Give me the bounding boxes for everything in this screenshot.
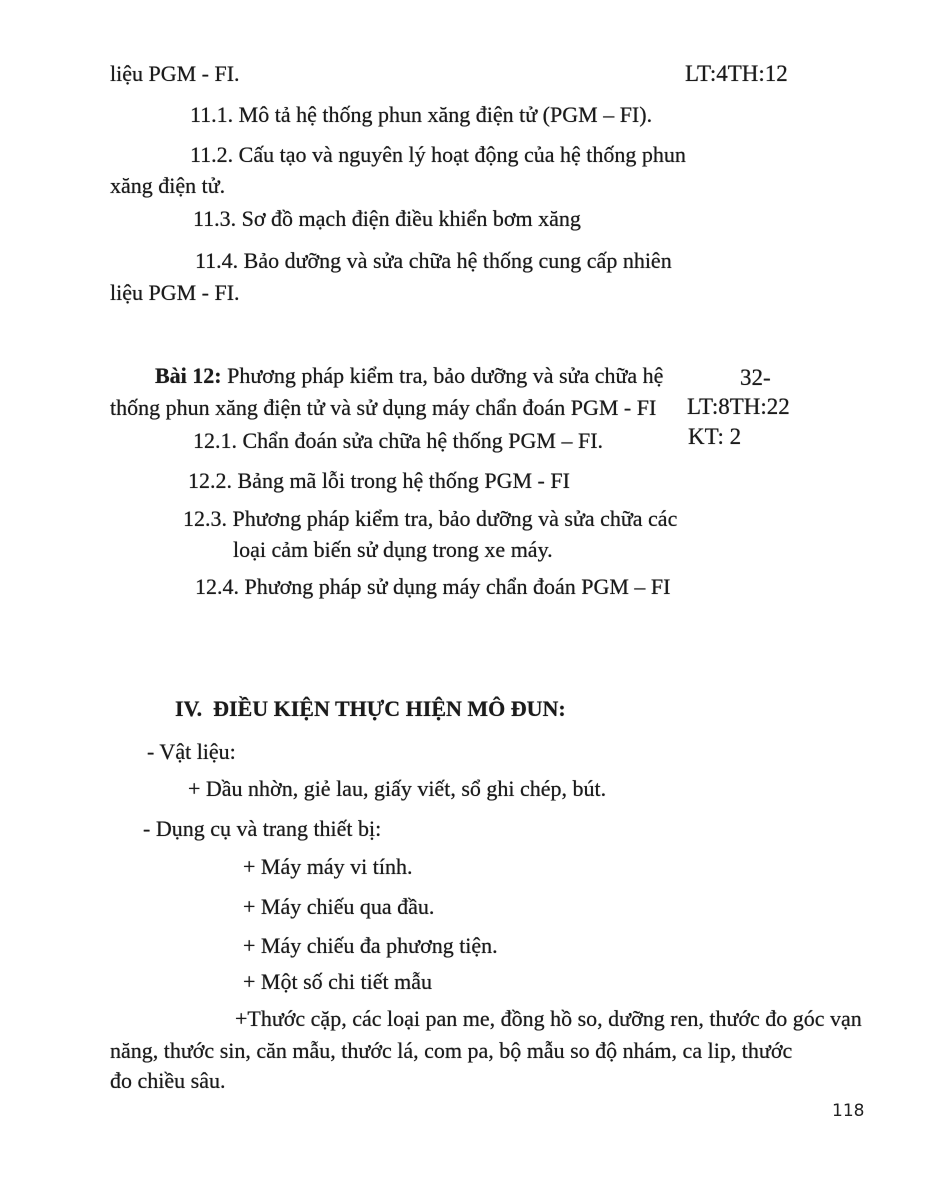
lesson12-item-12-3-line2: loại cảm biến sử dụng trong xe máy.: [233, 537, 553, 562]
lesson12-item-12-4: 12.4. Phương pháp sử dụng máy chẩn đoán PGM – FI: [195, 574, 671, 599]
section4-materials-label: - Vật liệu:: [147, 739, 236, 764]
section4-tool-measuring-line3: đo chiều sâu.: [110, 1068, 226, 1093]
lesson11-hours-note: LT:4TH:12: [685, 61, 788, 86]
section4-heading: IV. ĐIỀU KIỆN THỰC HIỆN MÔ ĐUN:: [175, 696, 566, 721]
lesson12-hours-total: 32-: [740, 365, 771, 390]
section4-tool-computer: + Máy máy vi tính.: [243, 854, 413, 879]
lesson12-title-line1: [155, 362, 663, 390]
lesson11-item-11-2-line2: xăng điện tử.: [110, 173, 226, 198]
lesson11-wrapped-tail: liệu PGM - FI.: [110, 61, 240, 86]
lesson12-item-12-2: 12.2. Bảng mã lỗi trong hệ thống PGM - FI: [188, 468, 570, 493]
lesson12-title-line2: thống phun xăng điện tử và sử dụng máy chẩn đoán PGM - FI: [110, 395, 657, 420]
lesson12-item-12-3-line1: 12.3. Phương pháp kiểm tra, bảo dưỡng và sửa chữa các: [183, 506, 678, 531]
lesson12-item-12-1: 12.1. Chẩn đoán sửa chữa hệ thống PGM – FI.: [193, 428, 604, 453]
section4-tool-measuring-line2: năng, thước sin, căn mẫu, thước lá, com pa, bộ mẫu so độ nhám, ca lip, thước: [110, 1038, 793, 1063]
lesson12-hours-kt: KT: 2: [688, 424, 742, 449]
section4-tool-sample-parts: + Một số chi tiết mẫu: [243, 969, 432, 994]
lesson11-item-11-1: 11.1. Mô tả hệ thống phun xăng điện tử (PGM – FI).: [190, 102, 653, 127]
lesson12-hours-detail: LT:8TH:22: [687, 394, 790, 419]
lesson11-item-11-4-line2: liệu PGM - FI.: [110, 280, 240, 305]
page-number: 118: [832, 1101, 865, 1121]
lesson11-item-11-2-line1: 11.2. Cấu tạo và nguyên lý hoạt động của hệ thống phun: [190, 142, 686, 167]
section4-tool-measuring-line1: +Thước cặp, các loại pan me, đồng hồ so, dưỡng ren, thước đo góc vạn: [235, 1006, 862, 1031]
lesson12-title-text: Phương pháp kiểm tra, bảo dưỡng và sửa chữa hệ: [221, 363, 664, 388]
section4-tool-overhead-projector: + Máy chiếu qua đầu.: [243, 894, 435, 919]
section4-tools-label: - Dụng cụ và trang thiết bị:: [143, 816, 382, 841]
lesson11-item-11-4-line1: 11.4. Bảo dưỡng và sửa chữa hệ thống cung cấp nhiên: [195, 248, 672, 273]
lesson12-label: Bài 12:: [155, 363, 222, 388]
section4-tool-multimedia-projector: + Máy chiếu đa phương tiện.: [243, 933, 498, 958]
section4-materials-item: + Dầu nhờn, giẻ lau, giấy viết, sổ ghi chép, bút.: [188, 776, 607, 801]
lesson11-item-11-3: 11.3. Sơ đồ mạch điện điều khiển bơm xăng: [193, 206, 581, 231]
